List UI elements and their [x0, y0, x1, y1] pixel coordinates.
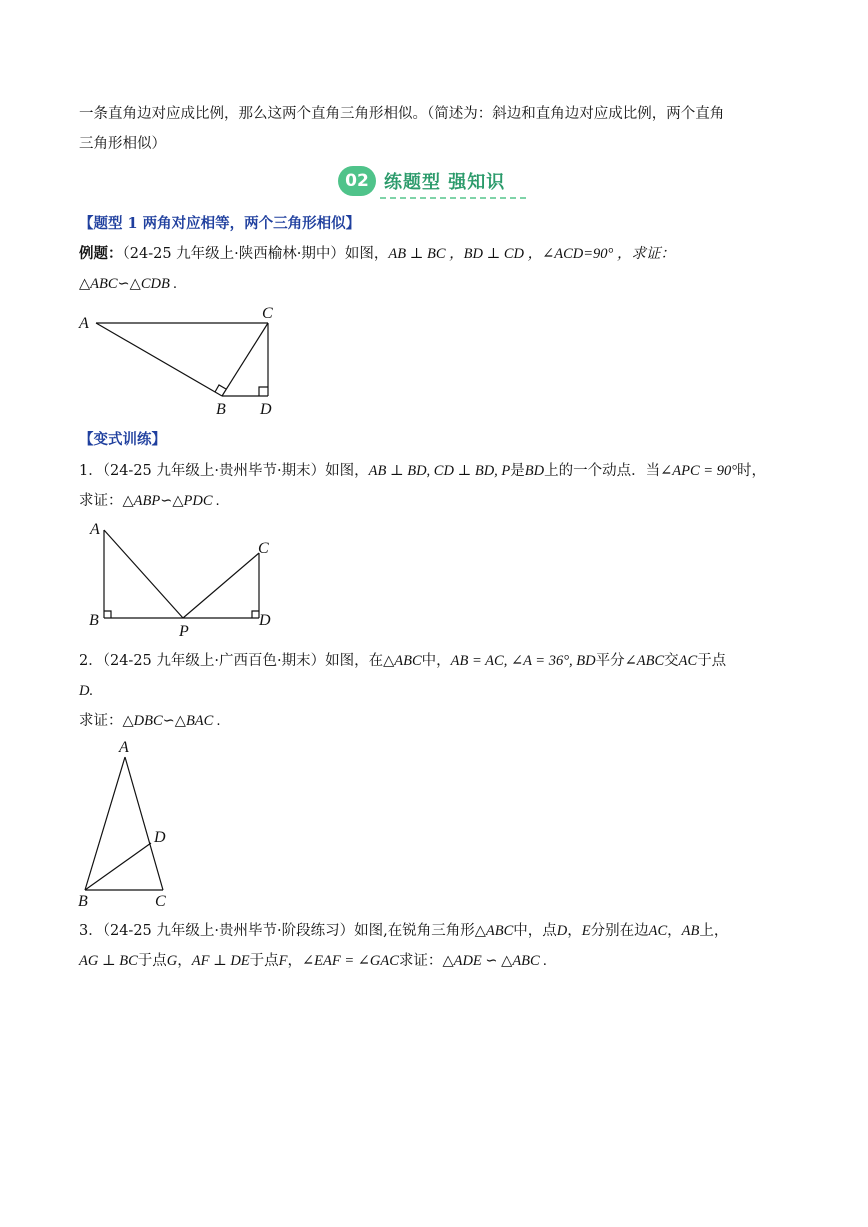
- q3-source: （24-25 九年级上·贵州毕节·阶段练习）如图,在锐角三角形: [102, 923, 475, 939]
- q3-t1: 于点: [137, 953, 167, 969]
- q3-af-perp: AF ⊥ DE: [191, 953, 250, 969]
- label-d: D: [259, 612, 271, 629]
- example-source: （24-25 九年级上·陕西榆林·期中）如图，: [122, 246, 389, 262]
- q3-text-d: 分别在边: [590, 923, 649, 939]
- q2-text-d: 交: [664, 653, 679, 669]
- segment-bd: [85, 843, 151, 890]
- segment-ab: [85, 757, 125, 890]
- q2-text-c: 平分: [595, 653, 625, 669]
- label-b: B: [89, 612, 99, 629]
- label-c: C: [262, 305, 273, 322]
- q3-side-ab: AB: [681, 923, 700, 939]
- label-p: P: [179, 623, 189, 640]
- q3-t2: ，: [177, 953, 192, 969]
- q1-source: （24-25 九年级上·贵州毕节·期末）如图，: [102, 463, 369, 479]
- q2-source: （24-25 九年级上·广西百色·期末）如图，在: [102, 653, 384, 669]
- q3-statement: [79, 921, 728, 941]
- q1-text-d: 时，: [737, 463, 766, 479]
- label-a: A: [90, 521, 100, 538]
- q2-angle: ∠ABC: [624, 653, 665, 669]
- q3-text-f: 上，: [699, 923, 729, 939]
- q3-prove-math: △ADE ∽ △ABC .: [442, 953, 547, 969]
- q3-prove-label: 求证：: [398, 953, 443, 969]
- q3-point-d: D: [556, 923, 568, 939]
- label-b: B: [78, 893, 88, 910]
- example-conditions: AB ⊥ BC ，BD ⊥ CD ，∠ACD=90° ，求证：: [388, 246, 675, 262]
- label-b: B: [216, 401, 226, 418]
- q3-ag-perp: AG ⊥ BC: [79, 953, 138, 969]
- q2-text-b: 中，: [421, 653, 451, 669]
- example-conclusion: △ABC∽△CDB .: [79, 276, 178, 292]
- section-number-badge: 02: [338, 166, 376, 196]
- q1-number: 1．: [79, 463, 103, 479]
- q1-text-b: 是: [510, 463, 525, 479]
- practice-heading: 【变式训练】: [79, 431, 166, 448]
- q2-triangle: △ABC: [383, 653, 422, 669]
- label-a: A: [119, 739, 129, 756]
- q2-text-e: 于点: [697, 653, 727, 669]
- q3-point-f: F: [278, 953, 288, 969]
- q1-prove-label: 求证：: [79, 493, 123, 509]
- q3-angle-eq: ∠EAF = ∠GAC: [302, 953, 399, 969]
- q3-text-b: 中，点: [513, 923, 557, 939]
- q3-triangle: △ABC: [474, 923, 514, 939]
- q2-prove-label: 求证：: [79, 713, 123, 729]
- label-c: C: [155, 893, 166, 910]
- q3-t3: 于点: [249, 953, 279, 969]
- q1-math-bd: BD: [524, 463, 545, 479]
- segment-ac: [125, 757, 163, 890]
- label-d: D: [154, 829, 166, 846]
- q3-side-ac: AC: [648, 923, 668, 939]
- q2-line2: D.: [79, 683, 94, 699]
- q2-side: AC: [678, 653, 698, 669]
- q3-text-e: ，: [667, 923, 682, 939]
- section-title: 练题型 强知识: [384, 172, 506, 193]
- intro-line-2: 三角形相似）: [79, 136, 166, 152]
- type1-heading: 【题型 1 两角对应相等，两个三角形相似】: [79, 215, 361, 232]
- q3-line2: [79, 951, 547, 971]
- label-a: A: [79, 315, 89, 332]
- q2-conditions: AB = AC, ∠A = 36°, BD: [450, 653, 596, 669]
- q1-prove-math: △ABP∽△PDC .: [122, 493, 220, 509]
- q1-conditions: AB ⊥ BD, CD ⊥ BD, P: [368, 463, 511, 479]
- q2-prove-math: △DBC∽△BAC .: [122, 713, 221, 729]
- label-d: D: [260, 401, 272, 418]
- q3-point-g: G: [166, 953, 178, 969]
- q3-t4: ，: [287, 953, 303, 969]
- q1-angle-apc: ∠APC = 90°: [660, 463, 737, 479]
- example-label: 例题：: [79, 245, 123, 262]
- q3-point-e: E: [581, 923, 591, 939]
- q3-text-c: ，: [567, 923, 582, 939]
- intro-line-1: 一条直角边对应成比例，那么这两个直角三角形相似。（简述为：斜边和直角边对应成比例，两个直角: [79, 106, 725, 122]
- q3-number: 3．: [79, 923, 103, 939]
- q1-text-c: 上的一个动点．当: [544, 463, 661, 479]
- q2-number: 2．: [79, 653, 103, 669]
- label-c: C: [258, 540, 269, 557]
